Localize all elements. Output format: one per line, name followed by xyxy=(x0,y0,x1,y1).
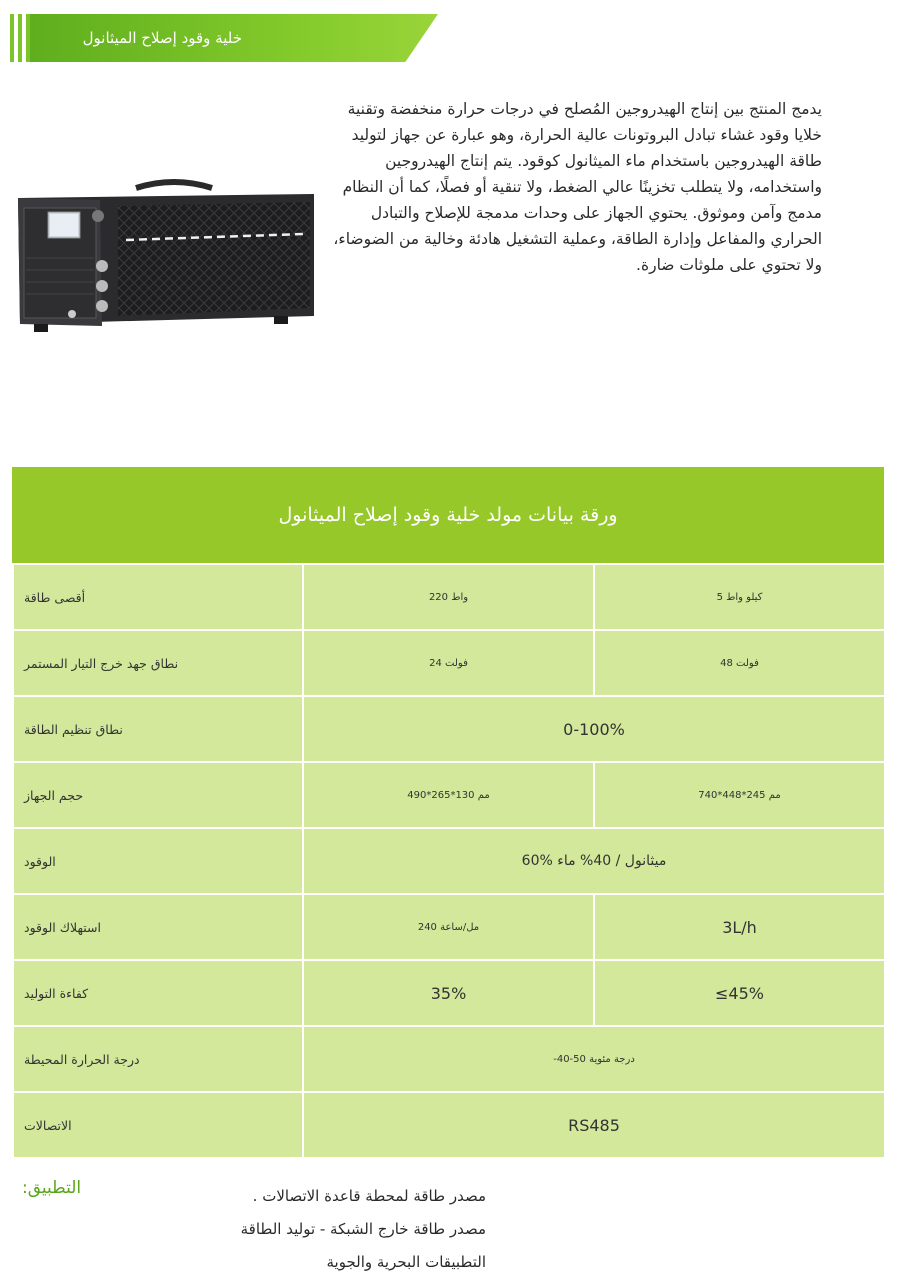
spec-value: 5 كيلو واط xyxy=(594,564,885,630)
table-row xyxy=(13,828,885,894)
spec-value: 490*265*130 مم xyxy=(303,762,594,828)
spec-label: درجة الحرارة المحيطة xyxy=(13,1026,303,1092)
spec-label: حجم الجهاز xyxy=(13,762,303,828)
spec-value: RS485 xyxy=(303,1092,885,1158)
spec-label: الاتصالات xyxy=(13,1092,303,1158)
spec-label: نطاق تنظيم الطاقة xyxy=(13,696,303,762)
description-text: يدمج المنتج بين إنتاج الهيدروجين المُصلح في درجات حرارة منخفضة وتقنية خلايا وقود غشاء تبادل البروتونات عالية الحرارة، وهو عبارة عن جهاز لتوليد طاقة الهيدروجين باستخدام ماء الميثانول كوقود. يتم إنتاج الهيدروجين واستخدامه، ولا يتطلب تخزينًا عالي الضغط، ولا تنقية أو فصلًا، كما أن النظام مدمج وآمن وموثوق. يحتوي الجهاز على وحدات مدمجة للإصلاح والتبادل الحراري والمفاعل وإدارة الطاقة، وعملية التشغيل هادئة وخالية من الضوضاء، ولا تحتوي على ملوثات ضارة. xyxy=(333,100,822,274)
spec-label: الوقود xyxy=(13,828,303,894)
page-title: خلية وقود إصلاح الميثانول xyxy=(82,29,242,47)
table-row xyxy=(13,630,885,696)
product-description xyxy=(332,96,888,416)
table-row xyxy=(13,894,885,960)
spec-value: 35% xyxy=(303,960,594,1026)
methanol-fuel-cell-generator-image xyxy=(14,178,318,338)
table-row xyxy=(13,564,885,630)
spec-value: 3L/h xyxy=(594,894,885,960)
datasheet-table xyxy=(12,467,884,1159)
spec-value: 740*448*245 مم xyxy=(594,762,885,828)
application-list xyxy=(196,1180,486,1279)
spec-value: 0-100% xyxy=(303,696,885,762)
spec-value: 240 مل/ساعة xyxy=(303,894,594,960)
spec-value: -40-50 درجة مئوية xyxy=(303,1026,885,1092)
spec-label: استهلاك الوقود xyxy=(13,894,303,960)
table-row xyxy=(13,1092,885,1158)
application-title: التطبيق: xyxy=(22,1178,82,1198)
spec-label: أقصى طاقة xyxy=(13,564,303,630)
list-item: مصدر طاقة خارج الشبكة - توليد الطاقة xyxy=(240,1220,486,1238)
spec-value: ≤45% xyxy=(594,960,885,1026)
spec-value: 48 فولت xyxy=(594,630,885,696)
spec-label: كفاءة التوليد xyxy=(13,960,303,1026)
spec-table xyxy=(12,563,886,1159)
list-item: مصدر طاقة لمحطة قاعدة الاتصالات . xyxy=(252,1187,486,1205)
table-row xyxy=(13,1026,885,1092)
table-row xyxy=(13,960,885,1026)
spec-value: 220 واط xyxy=(303,564,594,630)
spec-value: 24 فولت xyxy=(303,630,594,696)
table-row xyxy=(13,762,885,828)
datasheet-title: ورقة بيانات مولد خلية وقود إصلاح الميثانول xyxy=(12,467,884,563)
decorative-bars xyxy=(10,14,30,62)
list-item: التطبيقات البحرية والجوية xyxy=(326,1253,486,1271)
table-row xyxy=(13,696,885,762)
spec-label: نطاق جهد خرج التيار المستمر xyxy=(13,630,303,696)
spec-value: 60% ميثانول / 40% ماء xyxy=(303,828,885,894)
